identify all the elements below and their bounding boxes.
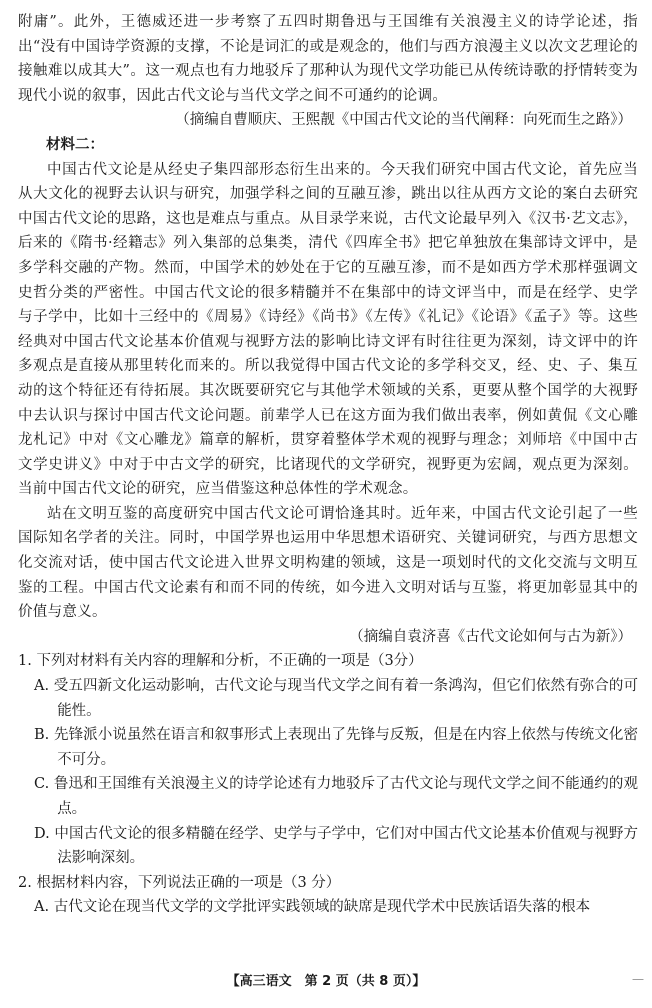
material2-source: （摘编自袁济喜《古代文论如何与古为新》） [349, 628, 632, 645]
corner-mark: — [632, 972, 644, 986]
page-footer: 【高三语文 第 2 页（共 8 页）】 [226, 974, 426, 989]
material1-source: （摘编自曹顺庆、王熙靓《中国古代文论的当代阐释：向死而生之路》） [175, 112, 632, 129]
exam-page [18, 10, 638, 920]
question-2-stem: 2. 根据材料内容，下列说法正确的一项是（3 分） [18, 874, 341, 891]
question-2-option-a: A. 古代文论在现当代文学的文学批评实践领域的缺席是现代学术中民族话语失落的根本 [34, 899, 591, 916]
material1-paragraph: 附庸”。此外，王德威还进一步考察了五四时期鲁迅与王国维有关浪漫主义的诗学论述，指出“没有中国诗学资源的支撑，不论是词汇的或是观念的，他们与西方浪漫主义以次文艺理论的接触难以成其大”。这一观点也有力地驳斥了那种认为现代文学功能已从传统诗歌的抒情转变为现代小说的叙事，因此古代文论与当代文学之间不可通约的论调。 [18, 14, 638, 104]
question-1-stem: 1. 下列对材料有关内容的理解和分析，不正确的一项是（3分） [18, 653, 423, 670]
material2-heading: 材料二： [46, 136, 104, 153]
question-1-option-a: A. 受五四新文化运动影响，古代文论与现当代文学之间有着一条鸿沟，但它们依然有弥合的可能性。 [34, 678, 638, 719]
question-1-option-b: B. 先锋派小说虽然在语言和叙事形式上表现出了先锋与反叛，但是在内容上依然与传统文化密不可分。 [34, 727, 638, 768]
material2-paragraph-2: 站在文明互鉴的高度研究中国古代文论可谓恰逢其时。近年来，中国古代文论引起了一些国际知名学者的关注。同时，中国学界也运用中华思想术语研究、关键词研究，与西方思想文化交流对话，使中国古代文论进入世界文明构建的领域，这是一项划时代的文化交流与文明互鉴的工程。中国古代文论素有和而不同的传统，如今进入文明对话与互鉴，将更加彰显其中的价值与意义。 [18, 505, 638, 621]
material2-paragraph-1: 中国古代文论是从经史子集四部形态衍生出来的。今天我们研究中国古代文论，首先应当从大文化的视野去认识与研究，加强学科之间的互融互渗，跳出以往从西方文论的案白去研究中国古代文论的思路，这也是难点与重点。从目录学来说，古代文论最早列入《汉书·艺文志》，后来的《隋书·经籍志》列入集部的总集类，清代《四库全书》把它单独放在集部诗文评中，是多学科交融的产物。然而，中国学术的妙处在于它的互融互渗，而不是如西方学术那样强调文史哲分类的严密性。中国古代文论的很多精髓并不在集部中的诗文评当中，而是在经学、史学与子学中，比如十三经中的《周易》《诗经》《尚书》《左传》《礼记》《论语》《孟子》等。这些经典对中国古代文论基本价值观与视野方法的影响比诗文评有时往往更为深刻，诗文评中的许多观点是直接从那里转化而来的。所以我觉得中国古代文论的多学科交叉，经、史、子、集互动的这个特征还有待拓展。其次既要研究它与其他学术领域的关系，更要从整个国学的大视野中去认识与探讨中国古代文论问题。前辈学人已在这方面为我们做出表率，例如黄侃《文心雕龙札记》中对《文心雕龙》篇章的解析，贯穿着整体学术观的视野与理念；刘师培《中国中古文学史讲义》中对于中古文学的研究，比诸现代的文学研究，视野更为宏阔，观点更为深刻。当前中国古代文论的研究，应当借鉴这种总体性的学术观念。 [18, 161, 638, 498]
question-1-option-d: D. 中国古代文论的很多精髓在经学、史学与子学中，它们对中国古代文论基本价值观与视野方法影响深刻。 [34, 825, 638, 867]
question-1-option-c: C. 鲁迅和王国维有关浪漫主义的诗学论述有力地驳斥了古代文论与现代文学之间不能通约的观点。 [34, 776, 638, 817]
